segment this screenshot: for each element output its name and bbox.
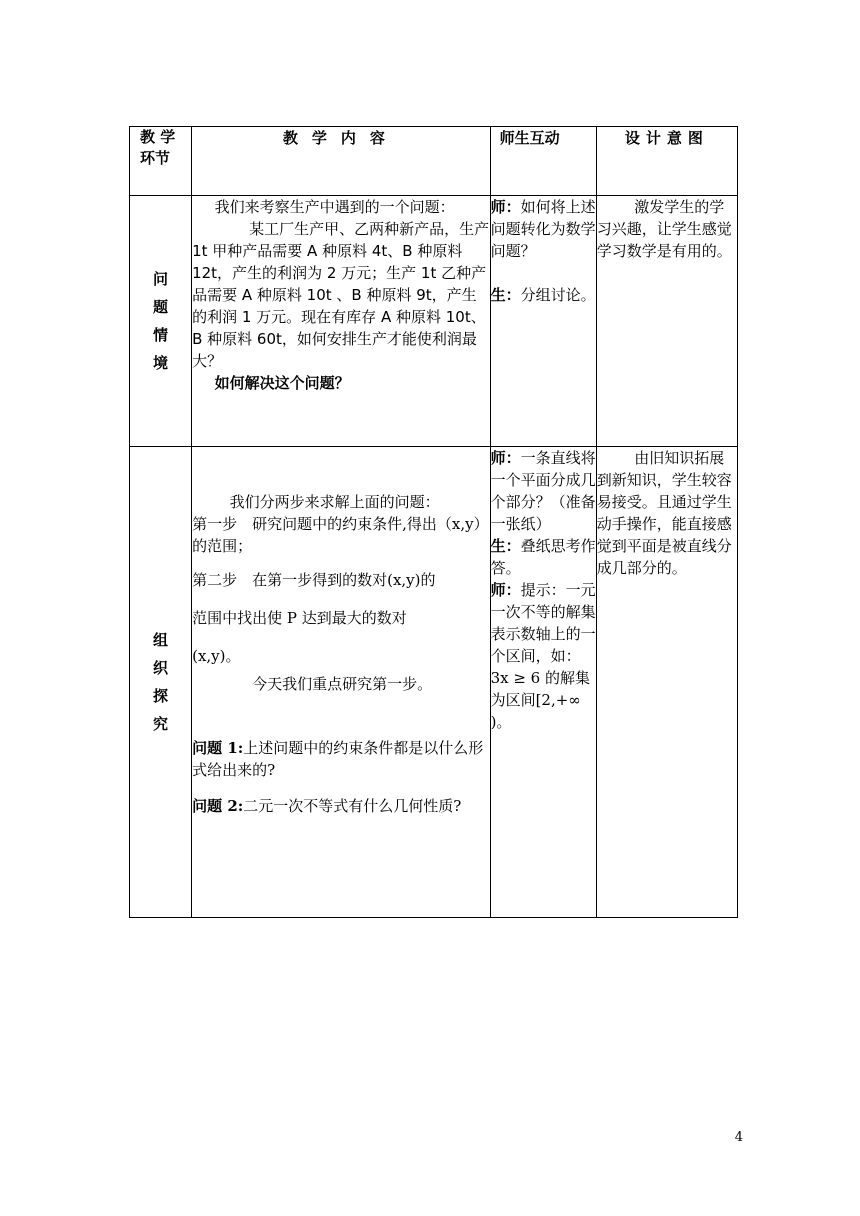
table-row (130, 447, 738, 918)
row1-design-intent: 激发学生的学习兴趣，让学生感觉学习数学是有用的。 (596, 196, 737, 447)
row1-intro: 我们来考察生产中遇到的一个问题： (214, 198, 455, 216)
lesson-plan-table (129, 126, 738, 918)
row1-interaction: 师：如何将上述问题转化为数学问题？ 生：分组讨论。 (490, 196, 596, 447)
header-design-intent: 设计意图 (596, 127, 737, 196)
row1-question: 如何解决这个问题？ (214, 374, 350, 392)
header-interaction: 师生互动 (490, 127, 596, 196)
page-number: 4 (734, 1130, 743, 1145)
row2-content: 我们分两步来求解上面的问题： 第一步 研究问题中的约束条件,得出（x,y）的范围； 第二步 在第一步得到的数对(x,y)的 范围中找出使 P 达到最大的数对 (x,y)。 今天我们重点研究第一步。 问题 1:上述问题中的约束条件都是以什么形式给出来的? 问题 2:二元一次不等式有什么几何性质? (192, 447, 490, 918)
table-header-row (130, 127, 738, 196)
row2-design-intent: 由旧知识拓展到新知识，学生较容易接受。且通过学生动手操作，能直接感觉到平面是被直线分成几部分的。 (596, 447, 737, 918)
header-teaching-content: 教学内容 (192, 127, 490, 196)
row2-interaction: 师：一条直线将一个平面分成几个部分？（准备一张纸） 生：叠纸思考作答。 师：提示：一元一次不等的解集表示数轴上的一个区间，如：3x ≥ 6 的解集为区间[2,+∞ )。 (490, 447, 596, 918)
row1-problem-text: 某工厂生产甲、乙两种新产品，生产 1t 甲种产品需要 A 种原料 4t、B 种原料 12t，产生的利润为 2 万元；生产 1t 乙种产品需要 A 种原料 10t 、B 种原料 9t，产生的利润 1 万元。现在有库存 A 种原料 10t、B 种原料 60t，如何安排生产才能使利润最大？ (192, 220, 490, 370)
header-teaching-stage: 教 学 环节 (130, 127, 192, 196)
table-row (130, 196, 738, 447)
section-label-organized-exploration: 组 织 探 究 (130, 447, 192, 918)
section-label-problem-situation: 问 题 情 境 (130, 196, 192, 447)
row1-content (192, 196, 490, 447)
